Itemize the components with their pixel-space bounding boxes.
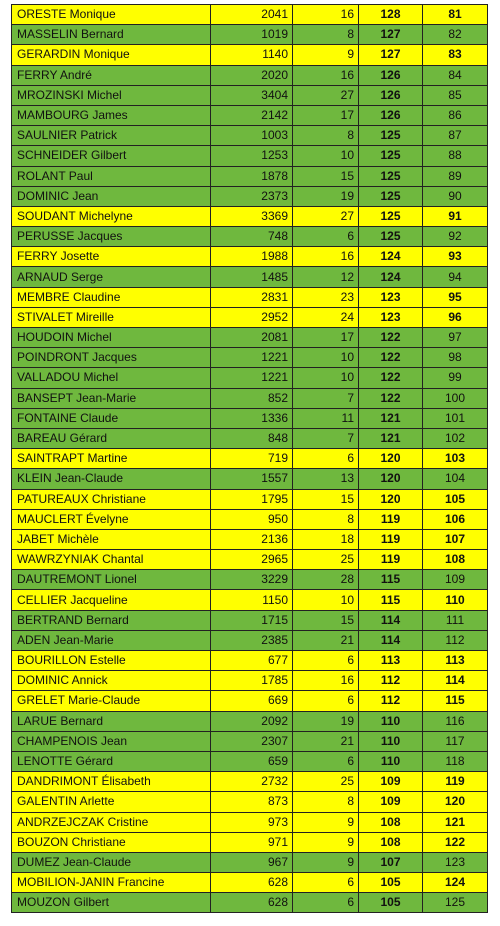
total-cell: 2041 (211, 5, 293, 25)
total-cell: 873 (211, 792, 293, 812)
count-cell: 17 (293, 105, 359, 125)
total-cell: 2732 (211, 772, 293, 792)
total-cell: 967 (211, 852, 293, 872)
table-row (12, 85, 488, 105)
rank-cell: 116 (423, 711, 488, 731)
total-cell: 3229 (211, 570, 293, 590)
player-name-cell: ADEN Jean-Marie (12, 630, 211, 650)
rank-cell: 93 (423, 247, 488, 267)
rank-cell: 114 (423, 671, 488, 691)
score-cell: 126 (359, 85, 423, 105)
score-cell: 123 (359, 307, 423, 327)
player-name-cell: LENOTTE Gérard (12, 751, 211, 771)
table-row (12, 691, 488, 711)
score-cell: 125 (359, 186, 423, 206)
table-row (12, 792, 488, 812)
table-row (12, 812, 488, 832)
rank-cell: 98 (423, 348, 488, 368)
count-cell: 6 (293, 893, 359, 913)
total-cell: 848 (211, 428, 293, 448)
total-cell: 1785 (211, 671, 293, 691)
total-cell: 659 (211, 751, 293, 771)
rank-cell: 111 (423, 610, 488, 630)
table-row (12, 206, 488, 226)
player-name-cell: MROZINSKI Michel (12, 85, 211, 105)
rank-cell: 123 (423, 852, 488, 872)
table-row (12, 126, 488, 146)
table-row (12, 287, 488, 307)
player-name-cell: VALLADOU Michel (12, 368, 211, 388)
rank-cell: 87 (423, 126, 488, 146)
rank-cell: 86 (423, 105, 488, 125)
count-cell: 10 (293, 348, 359, 368)
total-cell: 2373 (211, 186, 293, 206)
player-name-cell: FERRY André (12, 65, 211, 85)
count-cell: 21 (293, 731, 359, 751)
rank-cell: 109 (423, 570, 488, 590)
player-name-cell: BOURILLON Estelle (12, 651, 211, 671)
total-cell: 719 (211, 449, 293, 469)
player-name-cell: ARNAUD Serge (12, 267, 211, 287)
table-row (12, 509, 488, 529)
player-name-cell: MAUCLERT Évelyne (12, 509, 211, 529)
rank-cell: 106 (423, 509, 488, 529)
player-name-cell: DUMEZ Jean-Claude (12, 852, 211, 872)
count-cell: 17 (293, 328, 359, 348)
count-cell: 6 (293, 227, 359, 247)
total-cell: 628 (211, 893, 293, 913)
total-cell: 2081 (211, 328, 293, 348)
count-cell: 6 (293, 691, 359, 711)
count-cell: 6 (293, 651, 359, 671)
count-cell: 8 (293, 792, 359, 812)
table-row (12, 368, 488, 388)
player-name-cell: HOUDOIN Michel (12, 328, 211, 348)
rank-cell: 122 (423, 832, 488, 852)
rank-cell: 115 (423, 691, 488, 711)
score-cell: 122 (359, 328, 423, 348)
rank-cell: 119 (423, 772, 488, 792)
count-cell: 16 (293, 671, 359, 691)
player-name-cell: BOUZON Christiane (12, 832, 211, 852)
player-name-cell: ROLANT Paul (12, 166, 211, 186)
table-row (12, 852, 488, 872)
score-cell: 122 (359, 348, 423, 368)
score-cell: 108 (359, 812, 423, 832)
player-name-cell: PATUREAUX Christiane (12, 489, 211, 509)
player-name-cell: GRELET Marie-Claude (12, 691, 211, 711)
count-cell: 27 (293, 85, 359, 105)
score-cell: 108 (359, 832, 423, 852)
table-row (12, 610, 488, 630)
count-cell: 9 (293, 45, 359, 65)
count-cell: 16 (293, 247, 359, 267)
player-name-cell: DAUTREMONT Lionel (12, 570, 211, 590)
count-cell: 10 (293, 368, 359, 388)
score-cell: 115 (359, 590, 423, 610)
count-cell: 8 (293, 509, 359, 529)
table-row (12, 731, 488, 751)
total-cell: 1019 (211, 25, 293, 45)
score-cell: 113 (359, 651, 423, 671)
total-cell: 1253 (211, 146, 293, 166)
score-cell: 119 (359, 509, 423, 529)
rank-cell: 91 (423, 206, 488, 226)
total-cell: 2307 (211, 731, 293, 751)
rank-cell: 89 (423, 166, 488, 186)
table-row (12, 348, 488, 368)
player-name-cell: FONTAINE Claude (12, 408, 211, 428)
player-name-cell: CELLIER Jacqueline (12, 590, 211, 610)
count-cell: 24 (293, 307, 359, 327)
score-cell: 125 (359, 227, 423, 247)
score-cell: 120 (359, 449, 423, 469)
player-name-cell: MEMBRE Claudine (12, 287, 211, 307)
rank-cell: 84 (423, 65, 488, 85)
rank-cell: 96 (423, 307, 488, 327)
count-cell: 21 (293, 630, 359, 650)
count-cell: 6 (293, 449, 359, 469)
total-cell: 748 (211, 227, 293, 247)
count-cell: 10 (293, 146, 359, 166)
score-cell: 128 (359, 5, 423, 25)
table-row (12, 5, 488, 25)
table-row (12, 570, 488, 590)
score-cell: 112 (359, 691, 423, 711)
total-cell: 1140 (211, 45, 293, 65)
count-cell: 27 (293, 206, 359, 226)
table-row (12, 408, 488, 428)
table-row (12, 186, 488, 206)
table-row (12, 227, 488, 247)
total-cell: 2136 (211, 529, 293, 549)
player-name-cell: BAREAU Gérard (12, 428, 211, 448)
count-cell: 13 (293, 469, 359, 489)
score-cell: 127 (359, 45, 423, 65)
player-name-cell: FERRY Josette (12, 247, 211, 267)
count-cell: 15 (293, 166, 359, 186)
score-cell: 114 (359, 630, 423, 650)
count-cell: 7 (293, 428, 359, 448)
score-cell: 109 (359, 792, 423, 812)
total-cell: 2092 (211, 711, 293, 731)
total-cell: 677 (211, 651, 293, 671)
player-name-cell: GERARDIN Monique (12, 45, 211, 65)
total-cell: 1715 (211, 610, 293, 630)
total-cell: 2965 (211, 550, 293, 570)
table-row (12, 45, 488, 65)
table-row (12, 388, 488, 408)
total-cell: 2020 (211, 65, 293, 85)
player-name-cell: ORESTE Monique (12, 5, 211, 25)
count-cell: 18 (293, 529, 359, 549)
total-cell: 1150 (211, 590, 293, 610)
score-cell: 123 (359, 287, 423, 307)
player-name-cell: ANDRZEJCZAK Cristine (12, 812, 211, 832)
table-row (12, 146, 488, 166)
count-cell: 8 (293, 126, 359, 146)
score-cell: 127 (359, 25, 423, 45)
player-name-cell: SOUDANT Michelyne (12, 206, 211, 226)
table-row (12, 772, 488, 792)
score-cell: 125 (359, 166, 423, 186)
table-row (12, 25, 488, 45)
score-cell: 125 (359, 126, 423, 146)
ranking-table (11, 4, 488, 913)
table-row (12, 65, 488, 85)
score-cell: 125 (359, 146, 423, 166)
count-cell: 6 (293, 873, 359, 893)
total-cell: 3404 (211, 85, 293, 105)
rank-cell: 110 (423, 590, 488, 610)
score-cell: 126 (359, 65, 423, 85)
table-row (12, 469, 488, 489)
table-row (12, 267, 488, 287)
rank-cell: 83 (423, 45, 488, 65)
count-cell: 12 (293, 267, 359, 287)
table-row (12, 449, 488, 469)
rank-cell: 105 (423, 489, 488, 509)
total-cell: 1003 (211, 126, 293, 146)
player-name-cell: BERTRAND Bernard (12, 610, 211, 630)
total-cell: 1878 (211, 166, 293, 186)
player-name-cell: BANSEPT Jean-Marie (12, 388, 211, 408)
total-cell: 1988 (211, 247, 293, 267)
player-name-cell: MASSELIN Bernard (12, 25, 211, 45)
score-cell: 121 (359, 428, 423, 448)
count-cell: 16 (293, 65, 359, 85)
player-name-cell: POINDRONT Jacques (12, 348, 211, 368)
rank-cell: 124 (423, 873, 488, 893)
count-cell: 6 (293, 751, 359, 771)
rank-cell: 107 (423, 529, 488, 549)
player-name-cell: STIVALET Mireille (12, 307, 211, 327)
table-row (12, 529, 488, 549)
total-cell: 3369 (211, 206, 293, 226)
total-cell: 2831 (211, 287, 293, 307)
total-cell: 1336 (211, 408, 293, 428)
table-row (12, 671, 488, 691)
rank-cell: 103 (423, 449, 488, 469)
count-cell: 9 (293, 832, 359, 852)
score-cell: 120 (359, 489, 423, 509)
score-cell: 121 (359, 408, 423, 428)
count-cell: 8 (293, 25, 359, 45)
score-cell: 105 (359, 893, 423, 913)
score-cell: 119 (359, 550, 423, 570)
table-row (12, 550, 488, 570)
rank-cell: 94 (423, 267, 488, 287)
count-cell: 28 (293, 570, 359, 590)
table-row (12, 328, 488, 348)
table-row (12, 711, 488, 731)
ranking-table-body (12, 5, 488, 913)
rank-cell: 112 (423, 630, 488, 650)
table-row (12, 832, 488, 852)
total-cell: 2952 (211, 307, 293, 327)
rank-cell: 108 (423, 550, 488, 570)
count-cell: 25 (293, 772, 359, 792)
total-cell: 973 (211, 812, 293, 832)
count-cell: 9 (293, 852, 359, 872)
rank-cell: 125 (423, 893, 488, 913)
total-cell: 950 (211, 509, 293, 529)
player-name-cell: GALENTIN Arlette (12, 792, 211, 812)
score-cell: 122 (359, 388, 423, 408)
count-cell: 25 (293, 550, 359, 570)
rank-cell: 100 (423, 388, 488, 408)
player-name-cell: MOUZON Gilbert (12, 893, 211, 913)
table-row (12, 307, 488, 327)
count-cell: 11 (293, 408, 359, 428)
count-cell: 7 (293, 388, 359, 408)
rank-cell: 90 (423, 186, 488, 206)
score-cell: 109 (359, 772, 423, 792)
player-name-cell: MAMBOURG James (12, 105, 211, 125)
player-name-cell: LARUE Bernard (12, 711, 211, 731)
table-row (12, 166, 488, 186)
total-cell: 1221 (211, 368, 293, 388)
rank-cell: 120 (423, 792, 488, 812)
player-name-cell: JABET Michèle (12, 529, 211, 549)
table-row (12, 893, 488, 913)
rank-cell: 117 (423, 731, 488, 751)
player-name-cell: KLEIN Jean-Claude (12, 469, 211, 489)
table-row (12, 247, 488, 267)
total-cell: 669 (211, 691, 293, 711)
rank-cell: 81 (423, 5, 488, 25)
rank-cell: 85 (423, 85, 488, 105)
count-cell: 15 (293, 489, 359, 509)
rank-cell: 82 (423, 25, 488, 45)
rank-cell: 95 (423, 287, 488, 307)
count-cell: 23 (293, 287, 359, 307)
total-cell: 1557 (211, 469, 293, 489)
count-cell: 16 (293, 5, 359, 25)
rank-cell: 113 (423, 651, 488, 671)
player-name-cell: DOMINIC Annick (12, 671, 211, 691)
rank-cell: 88 (423, 146, 488, 166)
total-cell: 628 (211, 873, 293, 893)
total-cell: 971 (211, 832, 293, 852)
table-row (12, 873, 488, 893)
score-cell: 122 (359, 368, 423, 388)
total-cell: 1221 (211, 348, 293, 368)
table-row (12, 489, 488, 509)
player-name-cell: WAWRZYNIAK Chantal (12, 550, 211, 570)
score-cell: 112 (359, 671, 423, 691)
rank-cell: 99 (423, 368, 488, 388)
score-cell: 115 (359, 570, 423, 590)
table-row (12, 105, 488, 125)
score-cell: 110 (359, 751, 423, 771)
player-name-cell: PERUSSE Jacques (12, 227, 211, 247)
rank-cell: 121 (423, 812, 488, 832)
score-cell: 119 (359, 529, 423, 549)
count-cell: 19 (293, 186, 359, 206)
rank-cell: 118 (423, 751, 488, 771)
total-cell: 2142 (211, 105, 293, 125)
total-cell: 2385 (211, 630, 293, 650)
player-name-cell: MOBILION-JANIN Francine (12, 873, 211, 893)
rank-cell: 101 (423, 408, 488, 428)
player-name-cell: DOMINIC Jean (12, 186, 211, 206)
score-cell: 120 (359, 469, 423, 489)
player-name-cell: SAINTRAPT Martine (12, 449, 211, 469)
rank-cell: 97 (423, 328, 488, 348)
table-row (12, 751, 488, 771)
count-cell: 9 (293, 812, 359, 832)
rank-cell: 92 (423, 227, 488, 247)
count-cell: 19 (293, 711, 359, 731)
score-cell: 124 (359, 247, 423, 267)
count-cell: 15 (293, 610, 359, 630)
table-row (12, 630, 488, 650)
score-cell: 126 (359, 105, 423, 125)
table-row (12, 428, 488, 448)
score-cell: 105 (359, 873, 423, 893)
score-cell: 125 (359, 206, 423, 226)
score-cell: 114 (359, 610, 423, 630)
score-cell: 107 (359, 852, 423, 872)
player-name-cell: SCHNEIDER Gilbert (12, 146, 211, 166)
player-name-cell: SAULNIER Patrick (12, 126, 211, 146)
player-name-cell: DANDRIMONT Élisabeth (12, 772, 211, 792)
total-cell: 852 (211, 388, 293, 408)
count-cell: 10 (293, 590, 359, 610)
score-cell: 110 (359, 731, 423, 751)
rank-cell: 104 (423, 469, 488, 489)
score-cell: 124 (359, 267, 423, 287)
table-row (12, 590, 488, 610)
rank-cell: 102 (423, 428, 488, 448)
player-name-cell: CHAMPENOIS Jean (12, 731, 211, 751)
table-row (12, 651, 488, 671)
total-cell: 1795 (211, 489, 293, 509)
total-cell: 1485 (211, 267, 293, 287)
score-cell: 110 (359, 711, 423, 731)
